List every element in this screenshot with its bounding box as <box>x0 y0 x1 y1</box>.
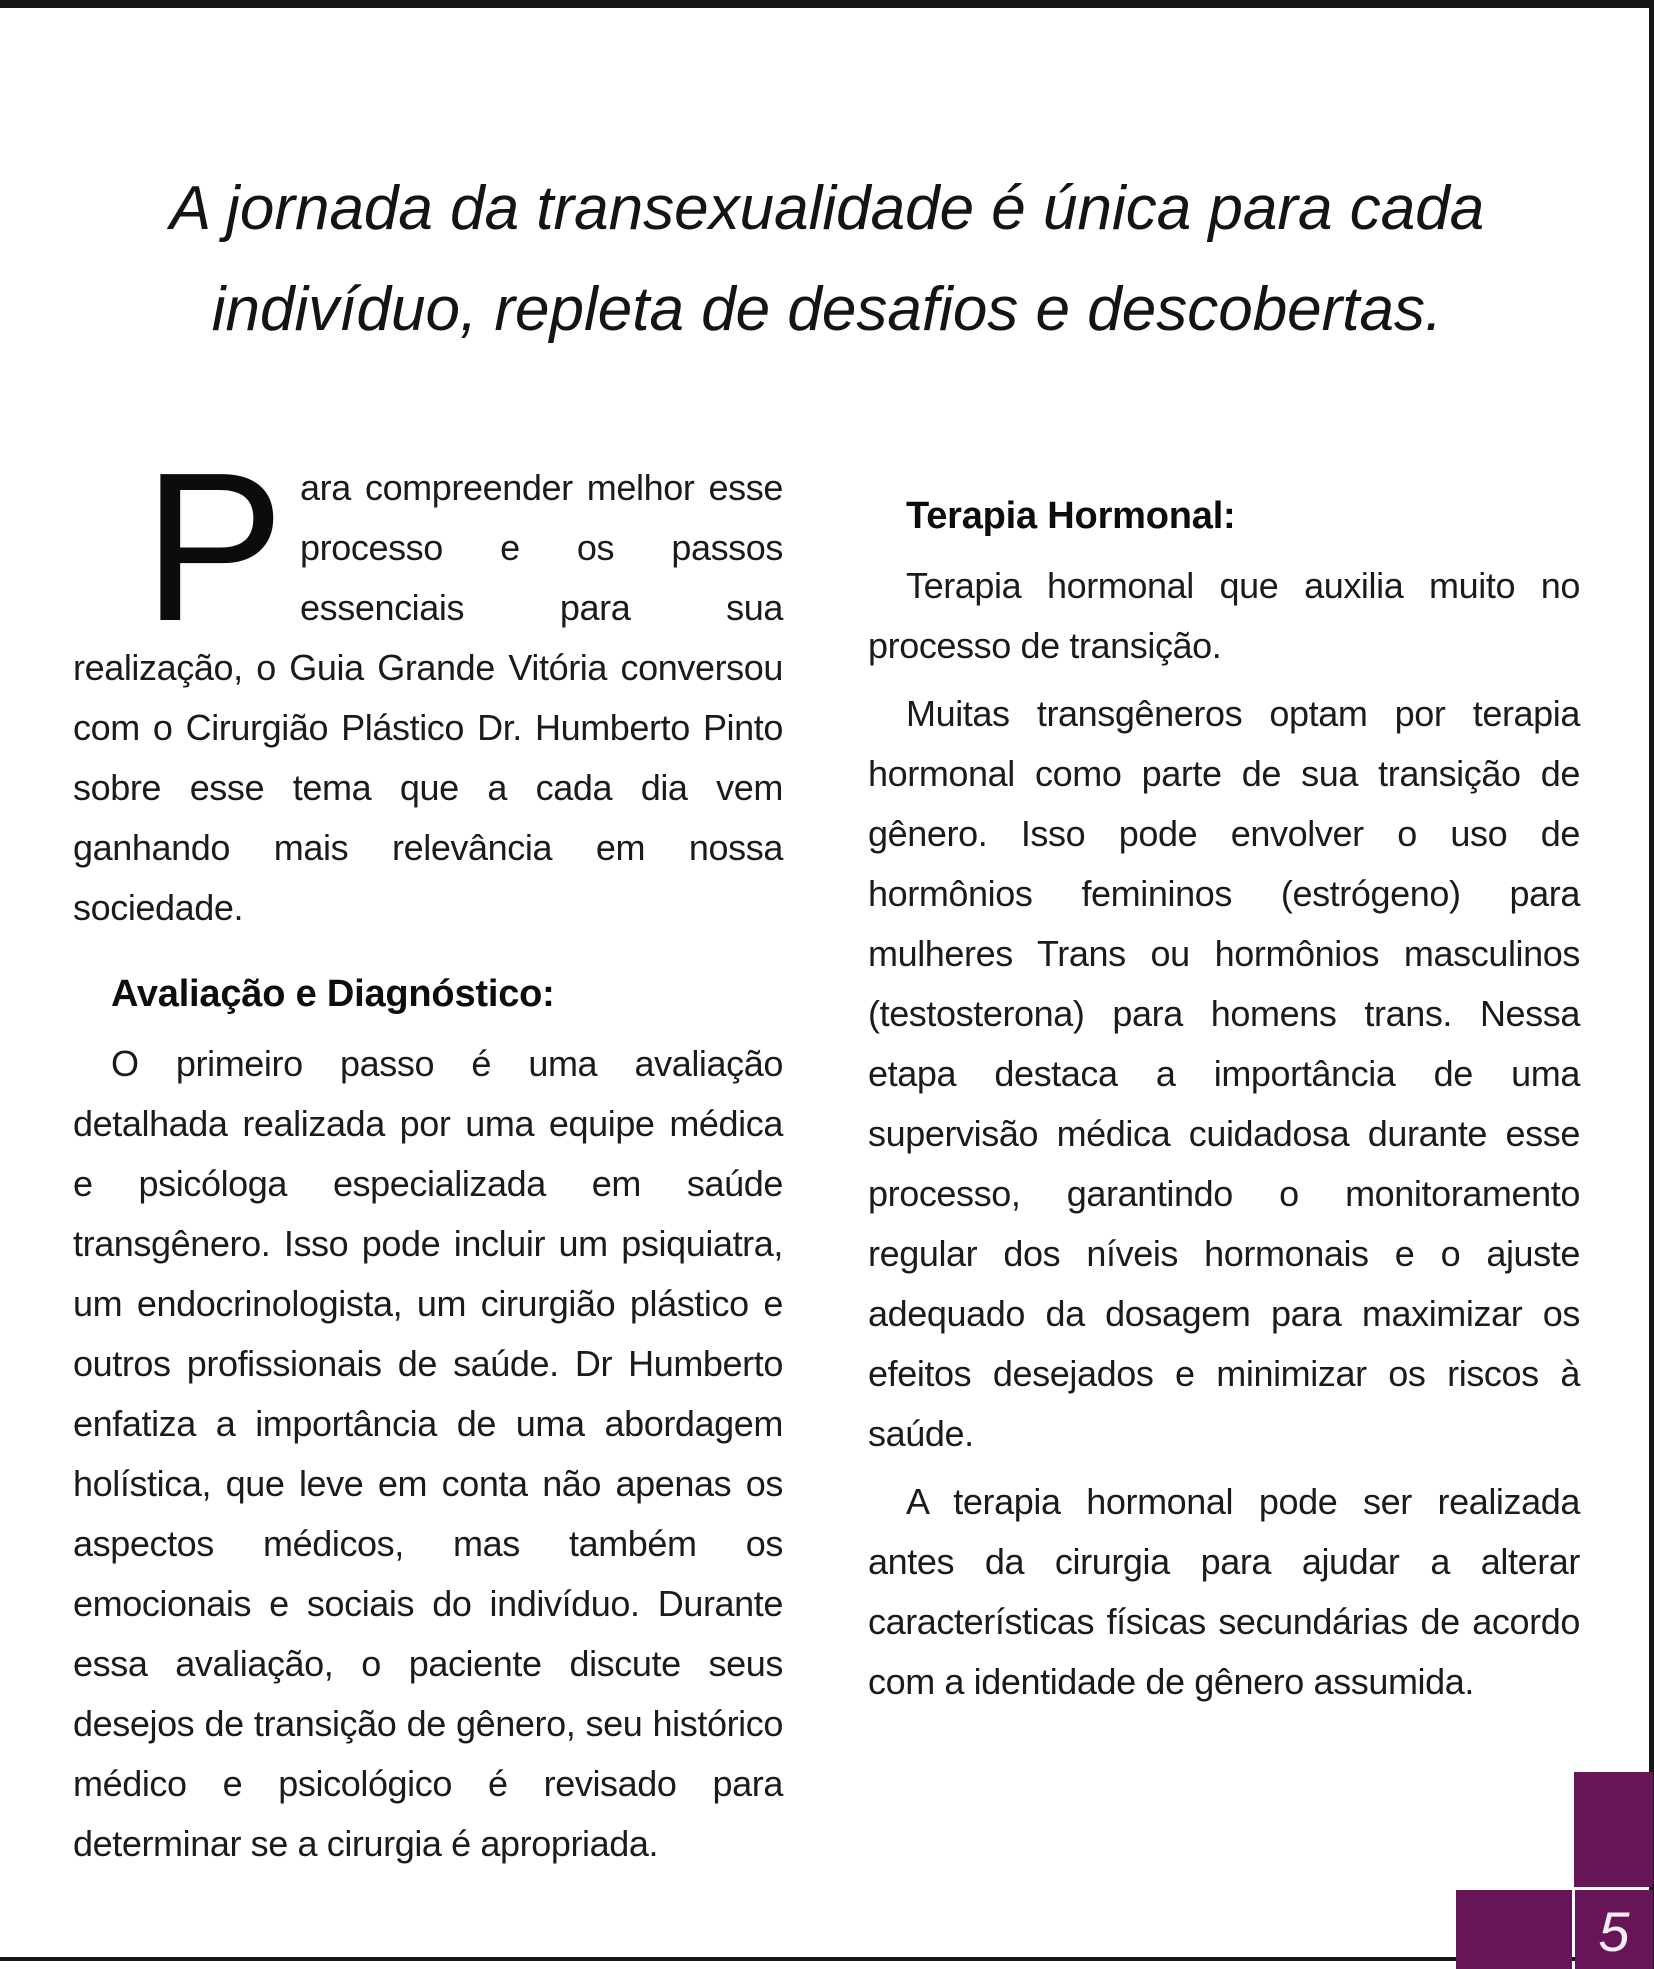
decorative-rectangle-bottom <box>1456 1890 1572 1969</box>
section-heading-avaliacao: Avaliação e Diagnóstico: <box>111 973 555 1015</box>
right-column <box>868 458 1580 1720</box>
section-heading-terapia: Terapia Hormonal: <box>906 495 1236 537</box>
decorative-square-top <box>1574 1772 1653 1887</box>
paragraph-avaliacao-body: O primeiro passo é uma avaliação detalhada realizada por uma equipe médica e psicóloga especializada em saúde transgênero. Isso pode incluir um psiquiatra, um endocrinologista, um cirurgião plástico e outros profissionais de saúde. Dr Humberto enfatiza a importância de uma abordagem holística, que leve em conta não apenas os aspectos médicos, mas também os emocionais e sociais do indivíduo. Durante essa avaliação, o paciente discute seus desejos de transição de gênero, seu histórico médico e psicológico é revisado para determinar se a cirurgia é apropriada. <box>73 1043 783 1864</box>
page-title: A jornada da transexualidade é única para cada indivíduo, repleta de desafios e descobertas. <box>169 174 1485 344</box>
left-column <box>73 428 783 1882</box>
lead-paragraph <box>73 428 783 938</box>
paragraph-terapia-final: A terapia hormonal pode ser realizada antes da cirurgia para ajudar a alterar características físicas secundárias de acordo com a identidade de gênero assumida. <box>868 1481 1580 1702</box>
title-quote-wrap <box>0 158 1654 360</box>
page-top-border <box>0 0 1654 8</box>
page-number-badge <box>1575 1890 1653 1969</box>
lead-paragraph-text: ara compreender melhor esse processo e os passos essenciais para sua realização, o Guia Grande Vitória conversou com o Cirurgião Plástico Dr. Humberto Pinto sobre esse tema que a cada dia vem ganhando mais relevância em nossa sociedade. <box>73 467 783 928</box>
paragraph-terapia-body: Muitas transgêneros optam por terapia hormonal como parte de sua transição de gênero. Isso pode envolver o uso de hormônios femininos (estrógeno) para mulheres Trans ou hormônios masculinos (testosterona) para homens trans. Nessa etapa destaca a importância de uma supervisão médica cuidadosa durante esse processo, garantindo o monitoramento regular dos níveis hormonais e o ajuste adequado da dosagem para maximizar os efeitos desejados e minimizar os riscos à saúde. <box>868 693 1580 1454</box>
drop-cap-letter: P <box>143 428 285 665</box>
paragraph-terapia-intro: Terapia hormonal que auxilia muito no processo de transição. <box>868 565 1580 666</box>
page-bottom-border <box>0 1957 1654 1961</box>
page-number: 5 <box>1598 1899 1630 1963</box>
